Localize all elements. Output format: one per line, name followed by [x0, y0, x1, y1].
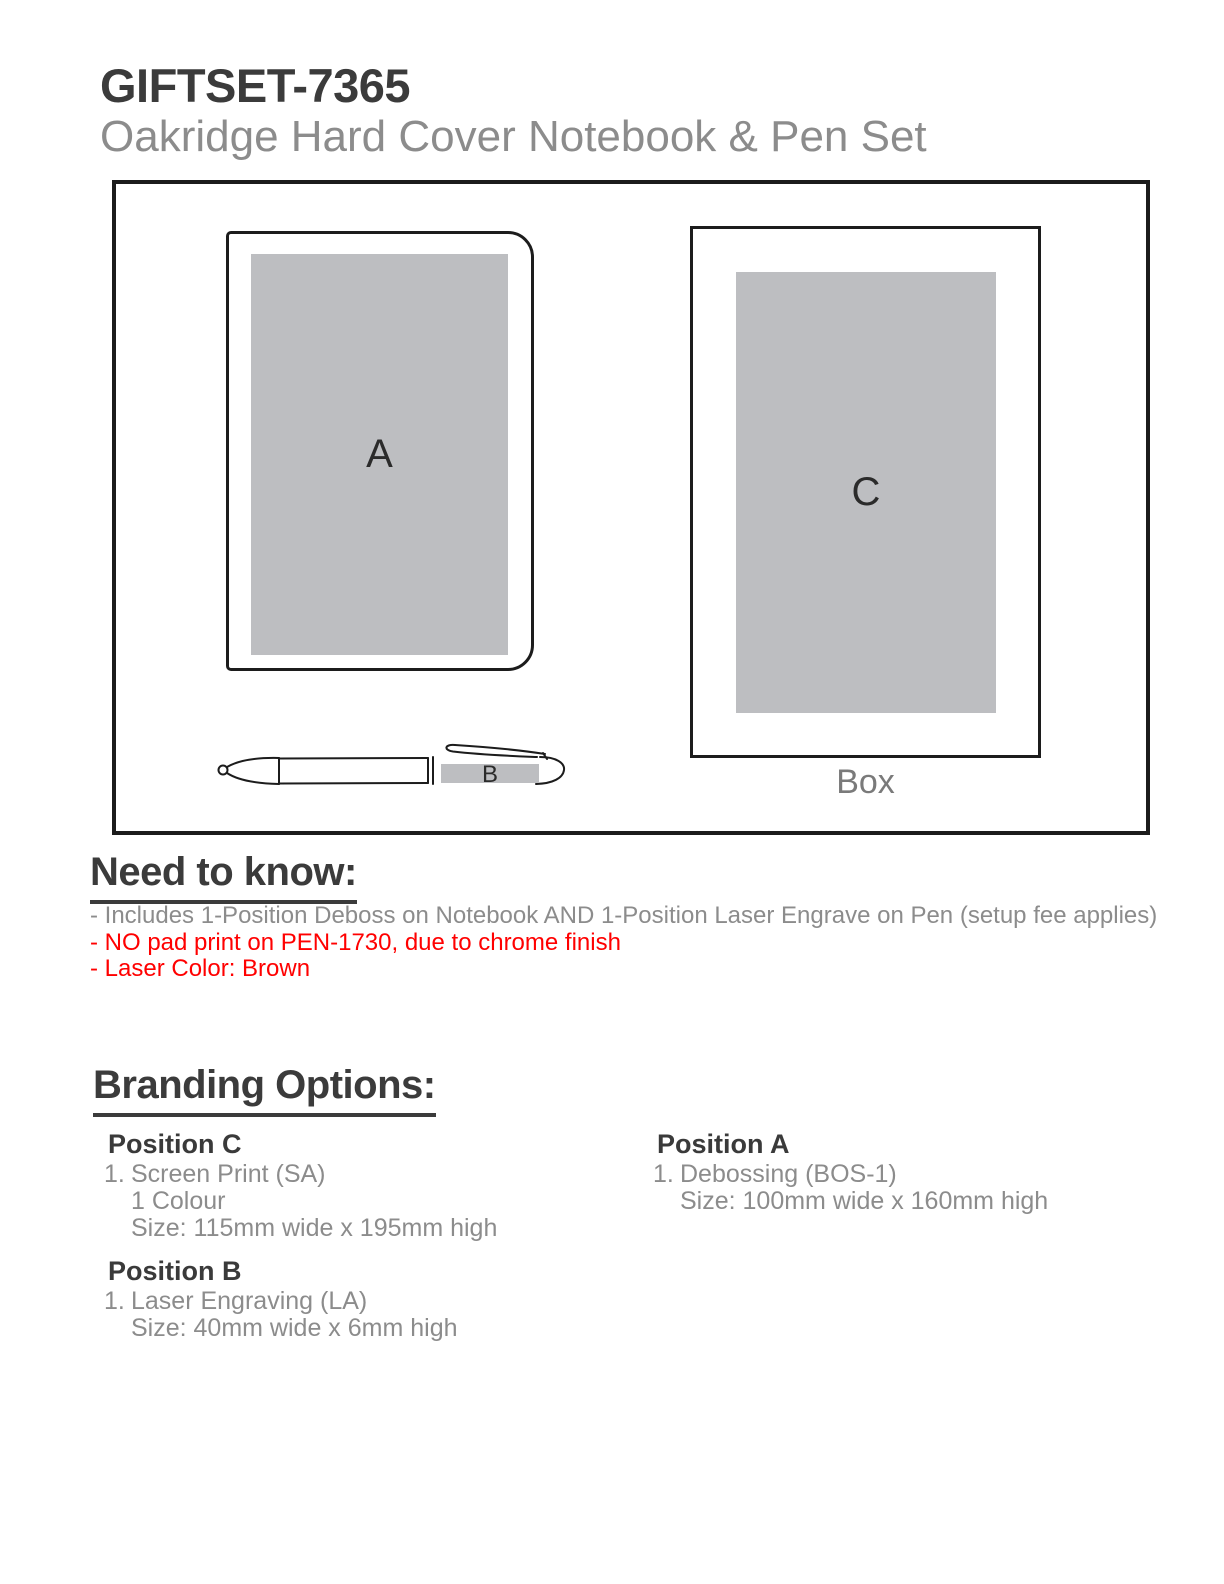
product-name-subtitle: Oakridge Hard Cover Notebook & Pen Set [100, 112, 927, 161]
need-to-know-list [90, 903, 1157, 983]
position-name: Position B [108, 1256, 242, 1286]
notebook-print-area [251, 254, 508, 655]
box-print-area [736, 272, 996, 713]
branding-detail-line: Size: 100mm wide x 160mm high [680, 1187, 1049, 1215]
pen-illustration [206, 736, 571, 798]
branding-detail-line: Size: 40mm wide x 6mm high [131, 1314, 458, 1342]
position-name: Position C [108, 1129, 242, 1159]
product-diagram-frame [112, 180, 1150, 835]
note-line: - NO pad print on PEN-1730, due to chrome finish [90, 928, 621, 956]
need-to-know-heading: Need to know: [90, 850, 357, 904]
branding-detail-line: 1 Colour [131, 1187, 226, 1215]
product-code-title: GIFTSET-7365 [100, 59, 411, 112]
notebook-illustration [226, 231, 534, 671]
branding-position-b [104, 1256, 458, 1342]
branding-options-heading: Branding Options: [93, 1063, 436, 1117]
branding-position-a [653, 1129, 1048, 1215]
branding-position-c [104, 1129, 497, 1242]
box-illustration [690, 226, 1041, 758]
position-b-marker: B [481, 761, 499, 788]
position-a-marker: A [366, 432, 393, 476]
branding-detail-line: Size: 115mm wide x 195mm high [131, 1214, 498, 1242]
branding-method-line: 1. Debossing (BOS-1) [653, 1160, 897, 1188]
note-line: - Includes 1-Position Deboss on Notebook AND 1-Position Laser Engrave on Pen (setup fee applies) [90, 902, 1158, 929]
branding-method-line: 1. Screen Print (SA) [104, 1160, 326, 1188]
box-caption: Box [836, 763, 895, 801]
position-name: Position A [657, 1129, 790, 1159]
branding-method-line: 1. Laser Engraving (LA) [104, 1287, 368, 1315]
position-c-marker: C [851, 470, 881, 514]
note-line: - Laser Color: Brown [90, 955, 311, 982]
